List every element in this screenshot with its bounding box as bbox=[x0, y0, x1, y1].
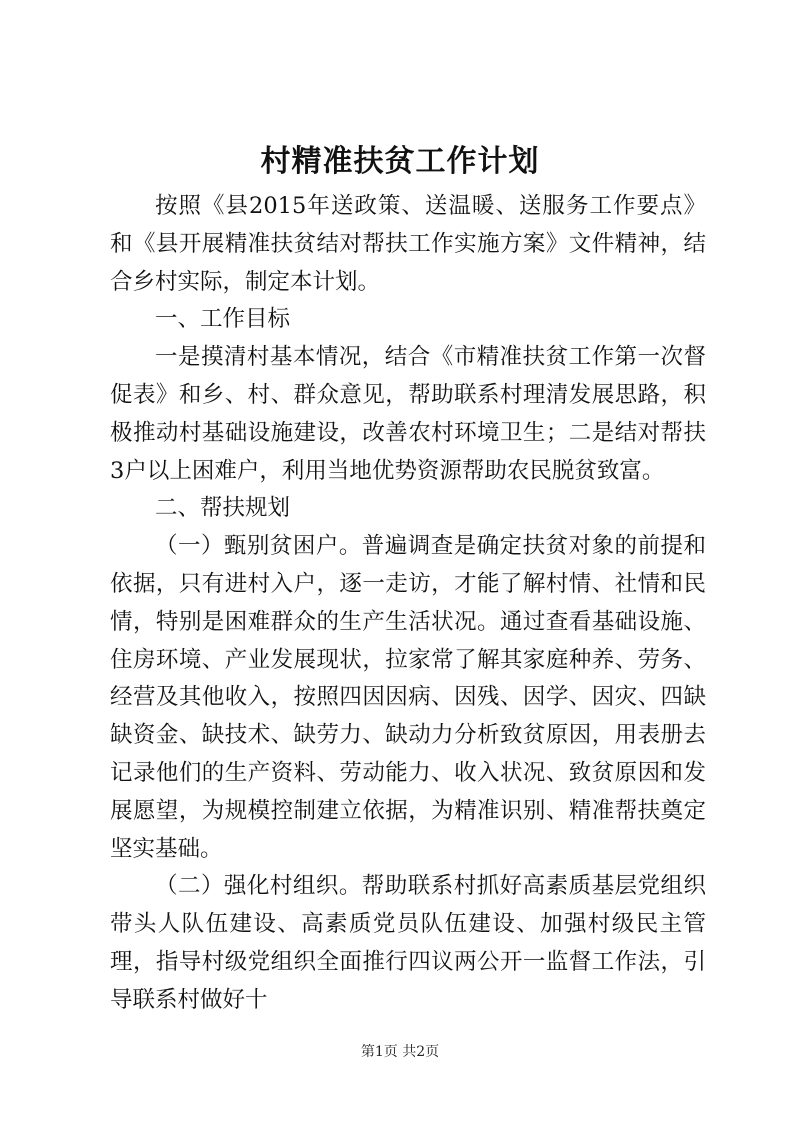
paragraph-strengthen-organization: （二）强化村组织。帮助联系村抓好高素质基层党组织带头人队伍建设、高素质党员队伍建设、加强村级民主管理，指导村级党组织全面推行四议两公开一监督工作法，引导联系村做好十 bbox=[110, 873, 706, 1013]
section-heading-goals: 一、工作目标 bbox=[155, 306, 291, 333]
paragraph-intro: 按照《县2015年送政策、送温暖、送服务工作要点》和《县开展精准扶贫结对帮扶工作实施方案》文件精神，结合乡村实际，制定本计划。 bbox=[110, 193, 706, 295]
paragraph-goals: 一是摸清村基本情况，结合《市精准扶贫工作第一次督促表》和乡、村、群众意见，帮助联系村理清发展思路，积极推动村基础设施建设，改善农村环境卫生；二是结对帮扶3户以上困难户，利用当地优势资源帮助农民脱贫致富。 bbox=[110, 344, 706, 484]
paragraph-identify-households: （一）甄别贫困户。普遍调查是确定扶贫对象的前提和依据，只有进村入户，逐一走访，才能了解村情、社情和民情，特别是困难群众的生产生活状况。通过查看基础设施、住房环境、产业发展现状，拉家常了解其家庭种养、劳务、经营及其他收入，按照四因因病、因残、因学、因灾、四缺缺资金、缺技术、缺劳力、缺动力分析致贫原因，用表册去记录他们的生产资料、劳动能力、收入状况、致贫原因和发展愿望，为规模控制建立依据，为精准识别、精准帮扶奠定坚实基础。 bbox=[110, 533, 706, 862]
page-footer: 第1页 共2页 bbox=[360, 1044, 440, 1060]
section-heading-plan: 二、帮扶规划 bbox=[155, 495, 291, 522]
document-title: 村精准扶贫工作计划 bbox=[260, 144, 540, 179]
document-body bbox=[110, 188, 706, 1020]
